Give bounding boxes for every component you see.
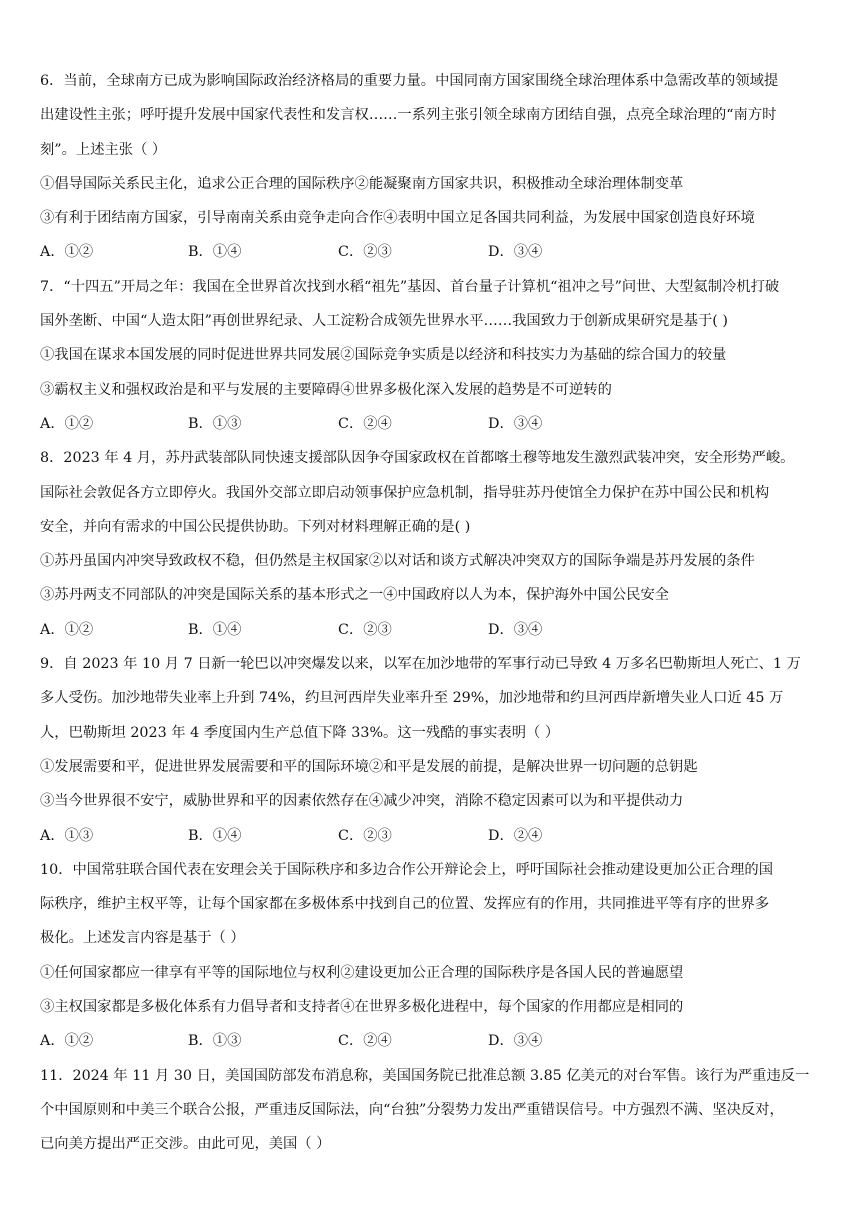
question-11 — [40, 1059, 822, 1162]
statement-options-line: ①发展需要和平，促进世界发展需要和平的国际环境②和平是发展的前提，是解决世界一切问题的总钥匙 — [40, 758, 698, 775]
answer-choice[interactable]: C．②③ — [338, 827, 392, 844]
question-7 — [40, 270, 822, 441]
question-stem-line: 国外垄断、中国“人造太阳”再创世界纪录、人工淀粉合成领先世界水平……我国致力于创新成果研究是基于( ) — [40, 313, 728, 330]
answer-choice[interactable]: D．③④ — [488, 244, 543, 261]
statement-options-line: ③有利于团结南方国家，引导南南关系由竞争走向合作④表明中国立足各国共同利益，为发展中国家创造良好环境 — [40, 210, 755, 227]
question-stem-line: 11．2024 年 11 月 30 日，美国国防部发布消息称，美国国务院已批准总额 3.85 亿美元的对台军售。该行为严重违反一 — [40, 1067, 810, 1084]
question-stem-line: 已向美方提出严正交涉。由此可见，美国（ ） — [40, 1136, 331, 1153]
answer-choice[interactable]: B．①④ — [188, 827, 242, 844]
question-stem-line: 极化。上述发言内容是基于（ ） — [40, 930, 245, 947]
question-stem-line: 个中国原则和中美三个联合公报，严重违反国际法，向“台独”分裂势力发出严重错误信号。中方强烈不满、坚决反对， — [40, 1101, 784, 1118]
answer-choices — [40, 1024, 822, 1058]
question-stem-line: 人，巴勒斯坦 2023 年 4 季度国内生产总值下降 33%。这一残酷的事实表明（ ） — [40, 724, 560, 741]
answer-choice[interactable]: A．①② — [40, 415, 94, 432]
answer-choice[interactable]: D．③④ — [488, 1033, 543, 1050]
question-stem-line: 出建设性主张；呼吁提升发展中国家代表性和发言权……一系列主张引领全球南方团结自强，点亮全球治理的“南方时 — [40, 107, 777, 124]
answer-choice[interactable]: D．③④ — [488, 621, 543, 638]
question-stem-line: 8．2023 年 4 月，苏丹武装部队同快速支援部队因争夺国家政权在首都喀土穆等地发生激烈武装冲突，安全形势严峻。 — [40, 450, 795, 467]
answer-choice[interactable]: C．②③ — [338, 244, 392, 261]
answer-choice[interactable]: A．①② — [40, 244, 94, 261]
answer-choice[interactable]: C．②③ — [338, 621, 392, 638]
question-8 — [40, 441, 822, 647]
answer-choice[interactable]: C．②④ — [338, 415, 392, 432]
statement-options-line: ①我国在谋求本国发展的同时促进世界共同发展②国际竞争实质是以经济和科技实力为基础的综合国力的较量 — [40, 347, 727, 364]
answer-choices — [40, 235, 822, 269]
question-stem-line: 7．“十四五”开局之年：我国在全世界首次找到水稻“祖先”基因、首台量子计算机“祖冲之号”问世、大型氦制冷机打破 — [40, 278, 780, 295]
question-stem-line: 多人受伤。加沙地带失业率上升到 74%，约旦河西岸失业率升至 29%，加沙地带和约旦河西岸新增失业人口近 45 万 — [40, 690, 784, 707]
question-stem-line: 刻”。上述主张（ ） — [40, 141, 167, 158]
question-6 — [40, 64, 822, 270]
answer-choices — [40, 819, 822, 853]
exam-page — [40, 64, 822, 1162]
question-stem-line: 9．自 2023 年 10 月 7 日新一轮巴以冲突爆发以来，以军在加沙地带的军事行动已导致 4 万多名巴勒斯坦人死亡、1 万 — [40, 656, 801, 673]
answer-choice[interactable]: B．①③ — [188, 1033, 242, 1050]
question-stem-line: 6．当前，全球南方已成为影响国际政治经济格局的重要力量。中国同南方国家围绕全球治理体系中急需改革的领域提 — [40, 73, 779, 89]
question-stem-line: 国际社会敦促各方立即停火。我国外交部立即启动领事保护应急机制，指导驻苏丹使馆全力保护在苏中国公民和机构 — [40, 484, 770, 501]
answer-choice[interactable]: B．①④ — [188, 244, 242, 261]
statement-options-line: ①任何国家都应一律享有平等的国际地位与权利②建设更加公正合理的国际秩序是各国人民的普遍愿望 — [40, 964, 684, 981]
answer-choice[interactable]: A．①③ — [40, 827, 94, 844]
question-stem-line: 际秩序，维护主权平等，让每个国家都在多极体系中找到自己的位置、发挥应有的作用，共同推进平等有序的世界多 — [40, 896, 770, 913]
statement-options-line: ①倡导国际关系民主化，追求公正合理的国际秩序②能凝聚南方国家共识，积极推动全球治理体制变革 — [40, 175, 684, 192]
answer-choice[interactable]: A．①② — [40, 621, 94, 638]
answer-choice[interactable]: D．③④ — [488, 415, 543, 432]
question-stem-line: 10．中国常驻联合国代表在安理会关于国际秩序和多边合作公开辩论会上，呼吁国际社会推动建设更加公正合理的国 — [40, 861, 774, 878]
answer-choice[interactable]: A．①② — [40, 1033, 94, 1050]
statement-options-line: ①苏丹虽国内冲突导致政权不稳，但仍然是主权国家②以对话和谈方式解决冲突双方的国际争端是苏丹发展的条件 — [40, 553, 755, 570]
question-stem-line: 安全，并向有需求的中国公民提供协助。下列对材料理解正确的是( ) — [40, 518, 471, 535]
answer-choice[interactable]: B．①③ — [188, 415, 242, 432]
statement-options-line: ③主权国家都是多极化体系有力倡导者和支持者④在世界多极化进程中，每个国家的作用都应是相同的 — [40, 999, 684, 1016]
answer-choice[interactable]: B．①④ — [188, 621, 242, 638]
answer-choice[interactable]: C．②④ — [338, 1033, 392, 1050]
statement-options-line: ③当今世界很不安宁，威胁世界和平的因素依然存在④减少冲突，消除不稳定因素可以为和平提供动力 — [40, 793, 684, 810]
answer-choice[interactable]: D．②④ — [488, 827, 543, 844]
answer-choices — [40, 613, 822, 647]
question-9 — [40, 647, 822, 853]
statement-options-line: ③霸权主义和强权政治是和平与发展的主要障碍④世界多极化深入发展的趋势是不可逆转的 — [40, 381, 612, 398]
question-10 — [40, 853, 822, 1059]
answer-choices — [40, 407, 822, 441]
statement-options-line: ③苏丹两支不同部队的冲突是国际关系的基本形式之一④中国政府以人为本，保护海外中国公民安全 — [40, 587, 670, 604]
